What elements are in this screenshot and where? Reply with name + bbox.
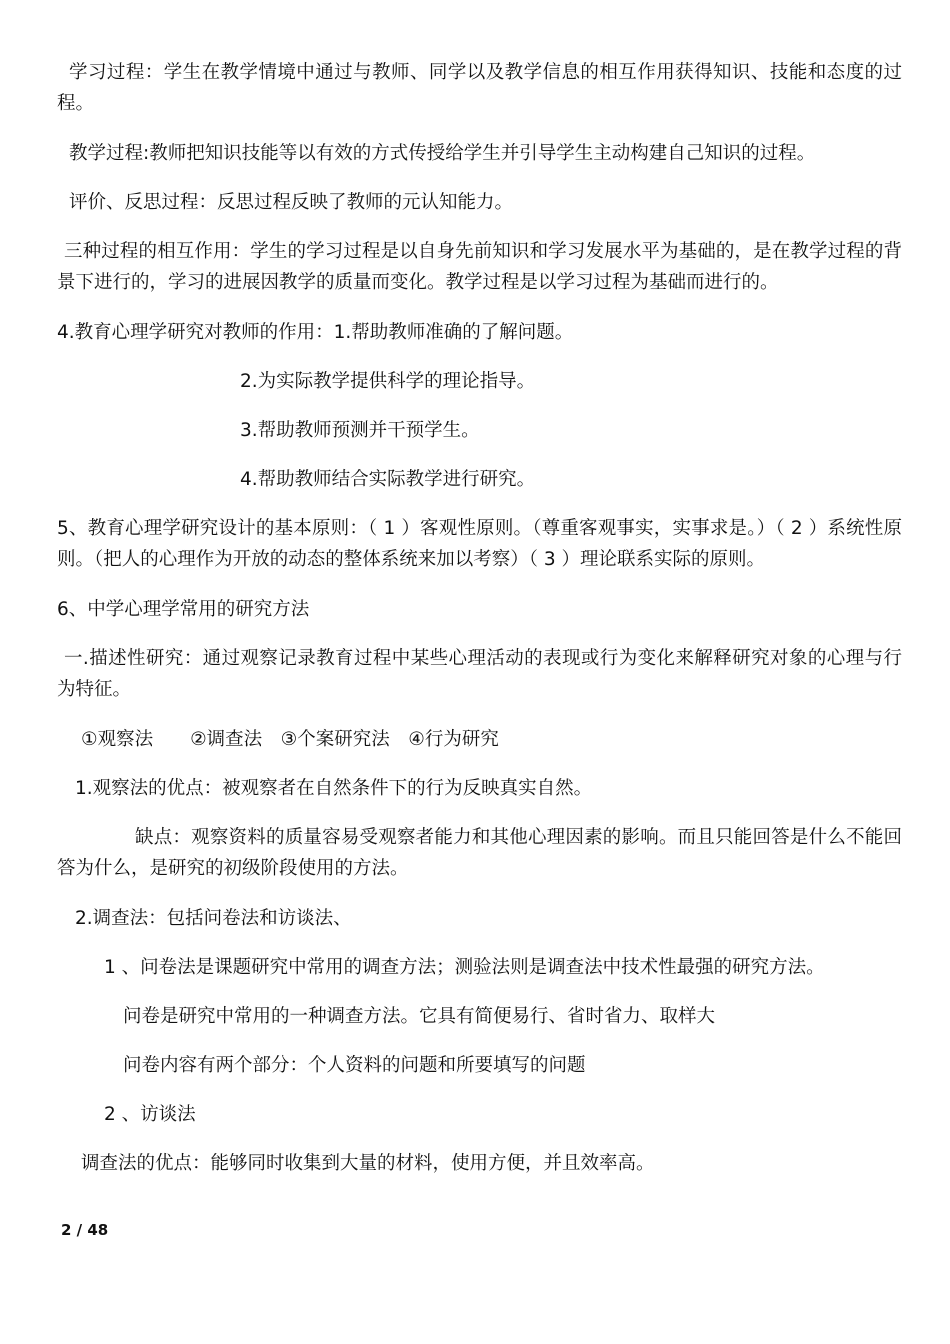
list-item-role-3: 3.帮助教师预测并干预学生。 <box>240 420 480 441</box>
paragraph-teaching-process: 教学过程:教师把知识技能等以有效的方式传授给学生并引导学生主动构建自己知识的过程。 <box>69 143 816 164</box>
list-methods: ①观察法 ②调查法 ③个案研究法 ④行为研究 <box>81 729 499 750</box>
page-number: 2 / 48 <box>61 1221 109 1239</box>
paragraph-observation-disadvantages: 缺点：观察资料的质量容易受观察者能力和其他心理因素的影响。而且只能回答是什么不能回答为什么，是研究的初级阶段使用的方法。 <box>57 827 902 879</box>
paragraph-survey-method: 2.调查法：包括问卷法和访谈法、 <box>75 908 352 929</box>
paragraph-reflection-process: 评价、反思过程：反思过程反映了教师的元认知能力。 <box>69 192 514 213</box>
paragraph-questionnaire-content: 问卷内容有两个部分：个人资料的问题和所要填写的问题 <box>123 1055 586 1076</box>
paragraph-observation-advantages: 1.观察法的优点：被观察者在自然条件下的行为反映真实自然。 <box>75 778 593 799</box>
paragraph-design-principles: 5、教育心理学研究设计的基本原则：（ 1 ）客观性原则。（尊重客观事实，实事求是。）（ 2 ）系统性原则。（把人的心理作为开放的动态的整体系统来加以考察）（ 3 ）理论联系实际的原则。 <box>57 518 902 570</box>
paragraph-questionnaire: 1 、问卷法是课题研究中常用的调查方法；测验法则是调查法中技术性最强的研究方法。 <box>104 957 825 978</box>
paragraph-interaction: 三种过程的相互作用：学生的学习过程是以自身先前知识和学习发展水平为基础的，是在教学过程的背景下进行的，学习的进展因教学的质量而变化。教学过程是以学习过程为基础而进行的。 <box>57 241 902 293</box>
paragraph-role-for-teachers: 4.教育心理学研究对教师的作用：1.帮助教师准确的了解问题。 <box>57 322 574 343</box>
paragraph-survey-advantages: 调查法的优点：能够同时收集到大量的材料，使用方便，并且效率高。 <box>81 1153 655 1174</box>
paragraph-descriptive-research: 一.描述性研究：通过观察记录教育过程中某些心理活动的表现或行为变化来解释研究对象的心理与行为特征。 <box>57 648 902 700</box>
paragraph-learning-process: 学习过程：学生在教学情境中通过与教师、同学以及教学信息的相互作用获得知识、技能和态度的过程。 <box>57 62 902 114</box>
heading-research-methods: 6、中学心理学常用的研究方法 <box>57 599 310 620</box>
list-item-role-4: 4.帮助教师结合实际教学进行研究。 <box>240 469 536 490</box>
list-item-role-2: 2.为实际教学提供科学的理论指导。 <box>240 371 536 392</box>
paragraph-interview: 2 、访谈法 <box>104 1104 196 1125</box>
paragraph-questionnaire-features: 问卷是研究中常用的一种调查方法。它具有简便易行、省时省力、取样大 <box>123 1006 716 1027</box>
